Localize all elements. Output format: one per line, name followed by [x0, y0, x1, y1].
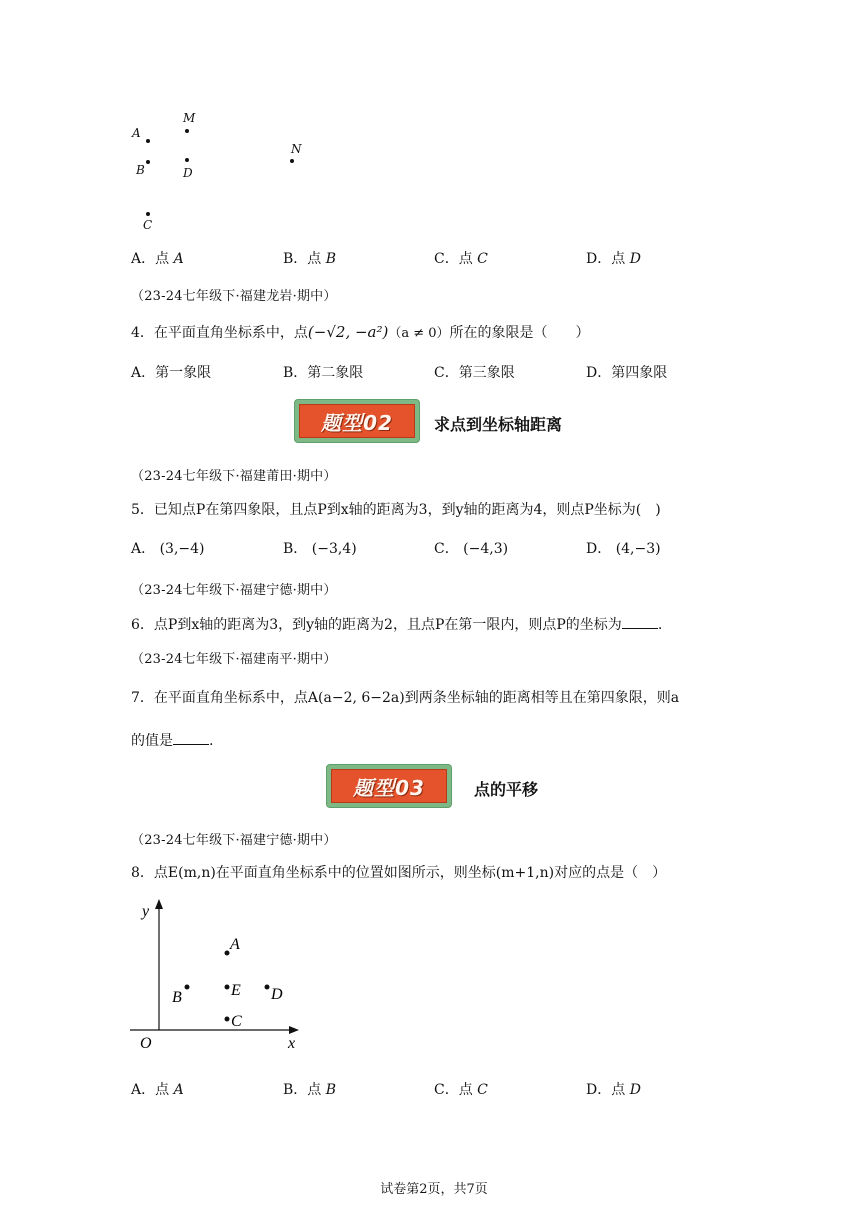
answer-blank[interactable] — [173, 730, 209, 745]
label-n: N — [291, 142, 302, 156]
q4-option-a[interactable]: A．第一象限 — [131, 365, 212, 381]
source-label: （23-24七年级下·福建宁德·期中） — [131, 833, 337, 848]
x-axis-label: x — [288, 1035, 296, 1052]
point-c — [146, 212, 150, 216]
source-label: （23-24七年级下·福建宁德·期中） — [131, 583, 337, 598]
q8-option-a[interactable]: A．点 A — [131, 1082, 184, 1098]
q3-option-c[interactable]: C．点 C — [434, 251, 488, 267]
point-a — [225, 951, 230, 956]
q8-option-b[interactable]: B．点 B — [283, 1082, 337, 1098]
q8-option-c[interactable]: C．点 C — [434, 1082, 488, 1098]
source-label: （23-24七年级下·福建龙岩·期中） — [131, 289, 337, 304]
q5-option-d[interactable]: D． (4,−3) — [586, 541, 661, 557]
label-m: M — [183, 111, 196, 125]
question-7-line2: 的值是 . — [131, 730, 213, 751]
point-m — [185, 129, 189, 133]
section-title-03: 点的平移 — [474, 780, 539, 799]
q5-option-b[interactable]: B． (−3,4) — [283, 541, 357, 557]
question-5: 5．已知点P在第四象限，且点P到x轴的距离为3，到y轴的距离为4，则点P坐标为( ) — [131, 502, 661, 518]
q5-option-a[interactable]: A． (3,−4) — [131, 541, 205, 557]
label-c: C — [231, 1013, 242, 1030]
page-footer: 试卷第2页，共7页 — [380, 1182, 488, 1197]
question-6: 6．点P到x轴的距离为3，到y轴的距离为2，且点P在第一限内，则点P的坐标为 . — [131, 614, 662, 635]
label-b: B — [172, 989, 182, 1006]
question-7: 7．在平面直角坐标系中，点A(a−2, 6−2a)到两条坐标轴的距离相等且在第四象限，则a — [131, 690, 680, 706]
source-label: （23-24七年级下·福建南平·期中） — [131, 652, 337, 667]
source-label: （23-24七年级下·福建莆田·期中） — [131, 469, 337, 484]
q3-option-d[interactable]: D．点 D — [586, 251, 641, 267]
section-title-02: 求点到坐标轴距离 — [434, 415, 563, 434]
point-c — [225, 1017, 230, 1022]
point-b — [146, 160, 150, 164]
point-e — [225, 985, 230, 990]
question-4: 4．在平面直角坐标系中，点(−√2, −a²)（a ≠ 0）所在的象限是（ ） — [131, 323, 590, 341]
label-d: D — [271, 986, 283, 1003]
coordinate-figure — [120, 895, 320, 1060]
label-a: A — [230, 936, 240, 953]
question-8: 8．点E(m,n)在平面直角坐标系中的位置如图所示，则坐标(m+1,n)对应的点是（ ） — [131, 865, 667, 881]
q4-option-d[interactable]: D．第四象限 — [586, 365, 668, 381]
q3-option-b[interactable]: B．点 B — [283, 251, 337, 267]
label-a: A — [132, 126, 141, 140]
label-c: C — [143, 218, 153, 232]
point-n — [290, 159, 294, 163]
point-a — [146, 139, 150, 143]
origin-label: O — [140, 1035, 152, 1052]
q5-option-c[interactable]: C． (−4,3) — [434, 541, 509, 557]
section-badge-03: 题型03 — [327, 765, 451, 807]
x-axis-arrow — [289, 1026, 299, 1034]
y-axis-label: y — [142, 903, 150, 920]
q4-option-c[interactable]: C．第三象限 — [434, 365, 515, 381]
q8-option-d[interactable]: D．点 D — [586, 1082, 641, 1098]
point-b — [185, 985, 190, 990]
point-d — [265, 985, 270, 990]
q4-option-b[interactable]: B．第二象限 — [283, 365, 364, 381]
y-axis-arrow — [155, 899, 163, 909]
label-b: B — [136, 163, 145, 177]
point-d — [185, 158, 189, 162]
label-e: E — [231, 982, 241, 999]
label-d: D — [183, 166, 193, 180]
answer-blank[interactable] — [622, 614, 658, 629]
q3-option-a[interactable]: A．点 A — [131, 251, 184, 267]
section-badge-02: 题型02 — [295, 400, 419, 442]
